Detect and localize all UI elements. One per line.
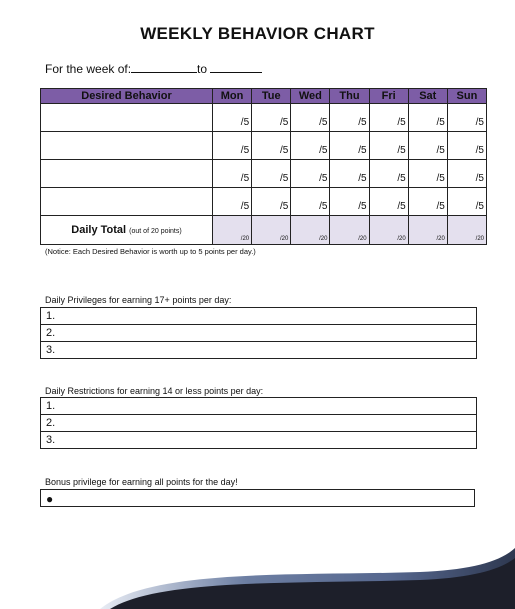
- score-cell[interactable]: /5: [369, 188, 408, 216]
- score-cell[interactable]: /5: [213, 188, 252, 216]
- notice-text: (Notice: Each Desired Behavior is worth up to 5 points per day.): [45, 247, 256, 256]
- restriction-item[interactable]: 2.: [41, 415, 476, 432]
- bullet-icon: ●: [46, 492, 54, 506]
- behavior-name-cell[interactable]: [41, 160, 213, 188]
- privilege-item[interactable]: 3.: [41, 342, 476, 359]
- score-cell[interactable]: /5: [252, 132, 291, 160]
- day-header-thu: Thu: [330, 89, 369, 104]
- privileges-list: [40, 307, 477, 359]
- decorative-footer-wave: [0, 540, 515, 609]
- restrictions-label: Daily Restrictions for earning 14 or less points per day:: [45, 386, 264, 396]
- score-cell[interactable]: /5: [291, 132, 330, 160]
- desired-behavior-header: Desired Behavior: [41, 89, 213, 104]
- restrictions-list: [40, 397, 477, 449]
- privilege-item[interactable]: 2.: [41, 325, 476, 342]
- bonus-field[interactable]: [40, 489, 475, 507]
- behavior-name-cell[interactable]: [41, 132, 213, 160]
- total-cell[interactable]: /20: [213, 216, 252, 245]
- score-cell[interactable]: /5: [369, 104, 408, 132]
- week-of-label: For the week of:: [45, 62, 132, 76]
- score-cell[interactable]: /5: [252, 188, 291, 216]
- behavior-chart-table: [40, 88, 487, 245]
- page-title: WEEKLY BEHAVIOR CHART: [140, 24, 375, 43]
- day-header-fri: Fri: [369, 89, 408, 104]
- score-cell[interactable]: /5: [330, 160, 369, 188]
- bonus-label: Bonus privilege for earning all points for the day!: [45, 477, 238, 487]
- day-header-tue: Tue: [252, 89, 291, 104]
- restriction-item[interactable]: 3.: [41, 432, 476, 449]
- behavior-row: [41, 160, 487, 188]
- restriction-item[interactable]: 1.: [41, 398, 476, 415]
- daily-total-row: [41, 216, 487, 245]
- day-header-mon: Mon: [213, 89, 252, 104]
- score-cell[interactable]: /5: [291, 188, 330, 216]
- behavior-name-cell[interactable]: [41, 188, 213, 216]
- behavior-row: [41, 104, 487, 132]
- score-cell[interactable]: /5: [408, 160, 447, 188]
- score-cell[interactable]: /5: [330, 104, 369, 132]
- score-cell[interactable]: /5: [213, 104, 252, 132]
- total-cell[interactable]: /20: [447, 216, 486, 245]
- score-cell[interactable]: /5: [447, 132, 486, 160]
- score-cell[interactable]: /5: [330, 132, 369, 160]
- week-to-label: to: [197, 62, 208, 76]
- behavior-row: [41, 188, 487, 216]
- day-header-wed: Wed: [291, 89, 330, 104]
- total-cell[interactable]: /20: [291, 216, 330, 245]
- score-cell[interactable]: /5: [408, 104, 447, 132]
- score-cell[interactable]: /5: [408, 188, 447, 216]
- week-end-blank[interactable]: [210, 61, 262, 73]
- week-of-line: [45, 61, 262, 76]
- score-cell[interactable]: /5: [213, 132, 252, 160]
- score-cell[interactable]: /5: [447, 104, 486, 132]
- chart-header-row: [41, 89, 487, 104]
- score-cell[interactable]: /5: [252, 104, 291, 132]
- score-cell[interactable]: /5: [447, 160, 486, 188]
- score-cell[interactable]: /5: [369, 132, 408, 160]
- score-cell[interactable]: /5: [291, 160, 330, 188]
- score-cell[interactable]: /5: [252, 160, 291, 188]
- week-start-blank[interactable]: [131, 61, 197, 73]
- total-cell[interactable]: /20: [252, 216, 291, 245]
- score-cell[interactable]: /5: [447, 188, 486, 216]
- score-cell[interactable]: /5: [408, 132, 447, 160]
- score-cell[interactable]: /5: [330, 188, 369, 216]
- total-cell[interactable]: /20: [369, 216, 408, 245]
- behavior-row: [41, 132, 487, 160]
- day-header-sat: Sat: [408, 89, 447, 104]
- score-cell[interactable]: /5: [369, 160, 408, 188]
- daily-total-note: (out of 20 points): [129, 228, 182, 235]
- privileges-label: Daily Privileges for earning 17+ points per day:: [45, 295, 232, 305]
- day-header-sun: Sun: [447, 89, 486, 104]
- privilege-item[interactable]: 1.: [41, 308, 476, 325]
- behavior-name-cell[interactable]: [41, 104, 213, 132]
- total-cell[interactable]: /20: [408, 216, 447, 245]
- score-cell[interactable]: /5: [291, 104, 330, 132]
- daily-total-label-cell: [41, 216, 213, 245]
- score-cell[interactable]: /5: [213, 160, 252, 188]
- total-cell[interactable]: /20: [330, 216, 369, 245]
- daily-total-label: Daily Total: [71, 224, 127, 236]
